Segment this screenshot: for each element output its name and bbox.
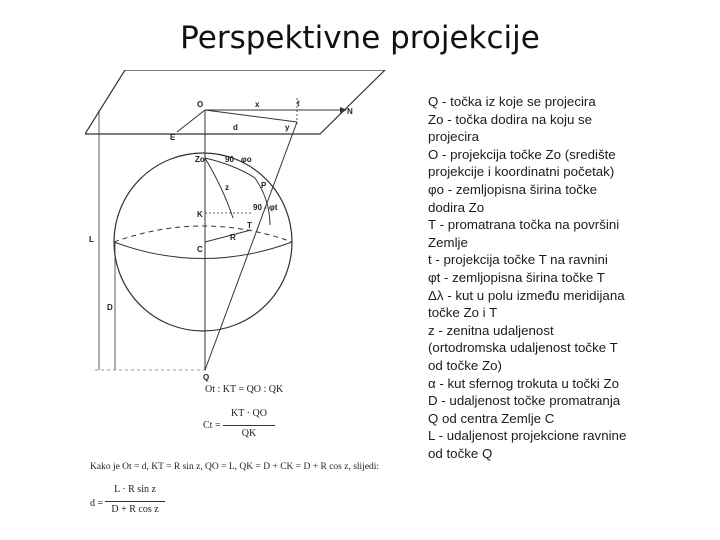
label-c: C xyxy=(197,245,203,254)
legend-line: t - projekcija točke T na ravnini xyxy=(428,252,608,268)
formula-ct-fraction-line xyxy=(223,425,275,426)
legend-line: D - udaljenost točke promatranja xyxy=(428,393,621,409)
label-x: x xyxy=(255,100,260,109)
formula-d-lhs: d = xyxy=(90,498,104,509)
label-t-point: T xyxy=(247,221,252,230)
label-z: z xyxy=(225,183,229,192)
symbol-legend xyxy=(428,93,668,462)
formula-ct-denominator: QK xyxy=(241,428,257,439)
label-n: N xyxy=(347,107,353,116)
label-90-phi-t: 90 - φt xyxy=(253,203,278,212)
formula-ratio: Ot : KT = QO : QK xyxy=(205,384,284,395)
label-y: y xyxy=(285,123,290,132)
formula-d-denominator: D + R cos z xyxy=(111,504,159,515)
legend-line: φo - zemljopisna širina točke xyxy=(428,181,597,197)
formula-d-fraction-line xyxy=(105,501,165,502)
formula-ct-lhs: Ct = xyxy=(203,420,221,431)
legend-line: dodira Zo xyxy=(428,199,485,215)
label-d: d xyxy=(233,123,238,132)
meridian-arc-1 xyxy=(205,158,270,225)
legend-line: φt - zemljopisna širina točke T xyxy=(428,269,605,285)
legend-line: Zo - točka dodira na koju se xyxy=(428,111,593,127)
legend-line: (ortodromska udaljenost točke T xyxy=(428,340,618,356)
label-r: R xyxy=(230,233,236,242)
formula-substitution: Kako je Ot = d, KT = R sin z, QO = L, QK = D + CK = D + R cos z, slijedi: xyxy=(90,462,380,472)
page-title: Perspektivne projekcije xyxy=(180,20,540,56)
legend-line: projekcije i koordinatni početak) xyxy=(428,164,615,180)
formula-ct-numerator: KT · QO xyxy=(231,408,267,419)
label-zo: Zo xyxy=(195,155,205,164)
label-o: O xyxy=(197,100,204,109)
legend-line: α - kut sfernog trokuta u točki Zo xyxy=(428,375,619,391)
label-e: E xyxy=(170,133,176,142)
equator-front xyxy=(114,242,292,259)
formula-d-numerator: L · R sin z xyxy=(114,484,156,495)
legend-line: T - promatrana točka na površini xyxy=(428,217,620,233)
legend-line: od točke Zo) xyxy=(428,357,502,373)
radius-c-t xyxy=(205,230,251,242)
label-t: t xyxy=(297,99,300,108)
label-l: L xyxy=(89,235,94,244)
legend-line: projecira xyxy=(428,129,479,145)
legend-line: Q od centra Zemlje C xyxy=(428,410,555,426)
legend-line: točke Zo i T xyxy=(428,305,498,321)
line-o-t xyxy=(205,110,297,122)
label-k: K xyxy=(197,210,203,219)
earth-sphere xyxy=(114,153,292,331)
legend-line: L - udaljenost projekcione ravnine xyxy=(428,428,627,444)
equator-back xyxy=(114,226,292,242)
label-d-dim: D xyxy=(107,303,113,312)
label-p: P xyxy=(261,181,267,190)
legend-line: O - projekcija točke Zo (središte xyxy=(428,146,616,162)
legend-line: Δλ - kut u polu između meridijana xyxy=(428,287,625,303)
perspective-projection-figure xyxy=(85,70,420,532)
label-q: Q xyxy=(203,373,210,382)
axis-e-line xyxy=(177,110,205,132)
legend-line: od točke Q xyxy=(428,445,493,461)
legend-line: z - zenitna udaljenost xyxy=(428,322,554,338)
legend-line: Zemlje xyxy=(428,234,468,250)
legend-line: Q - točka iz koje se projecira xyxy=(428,94,596,109)
label-90-phi-o: 90 - φo xyxy=(225,155,252,164)
